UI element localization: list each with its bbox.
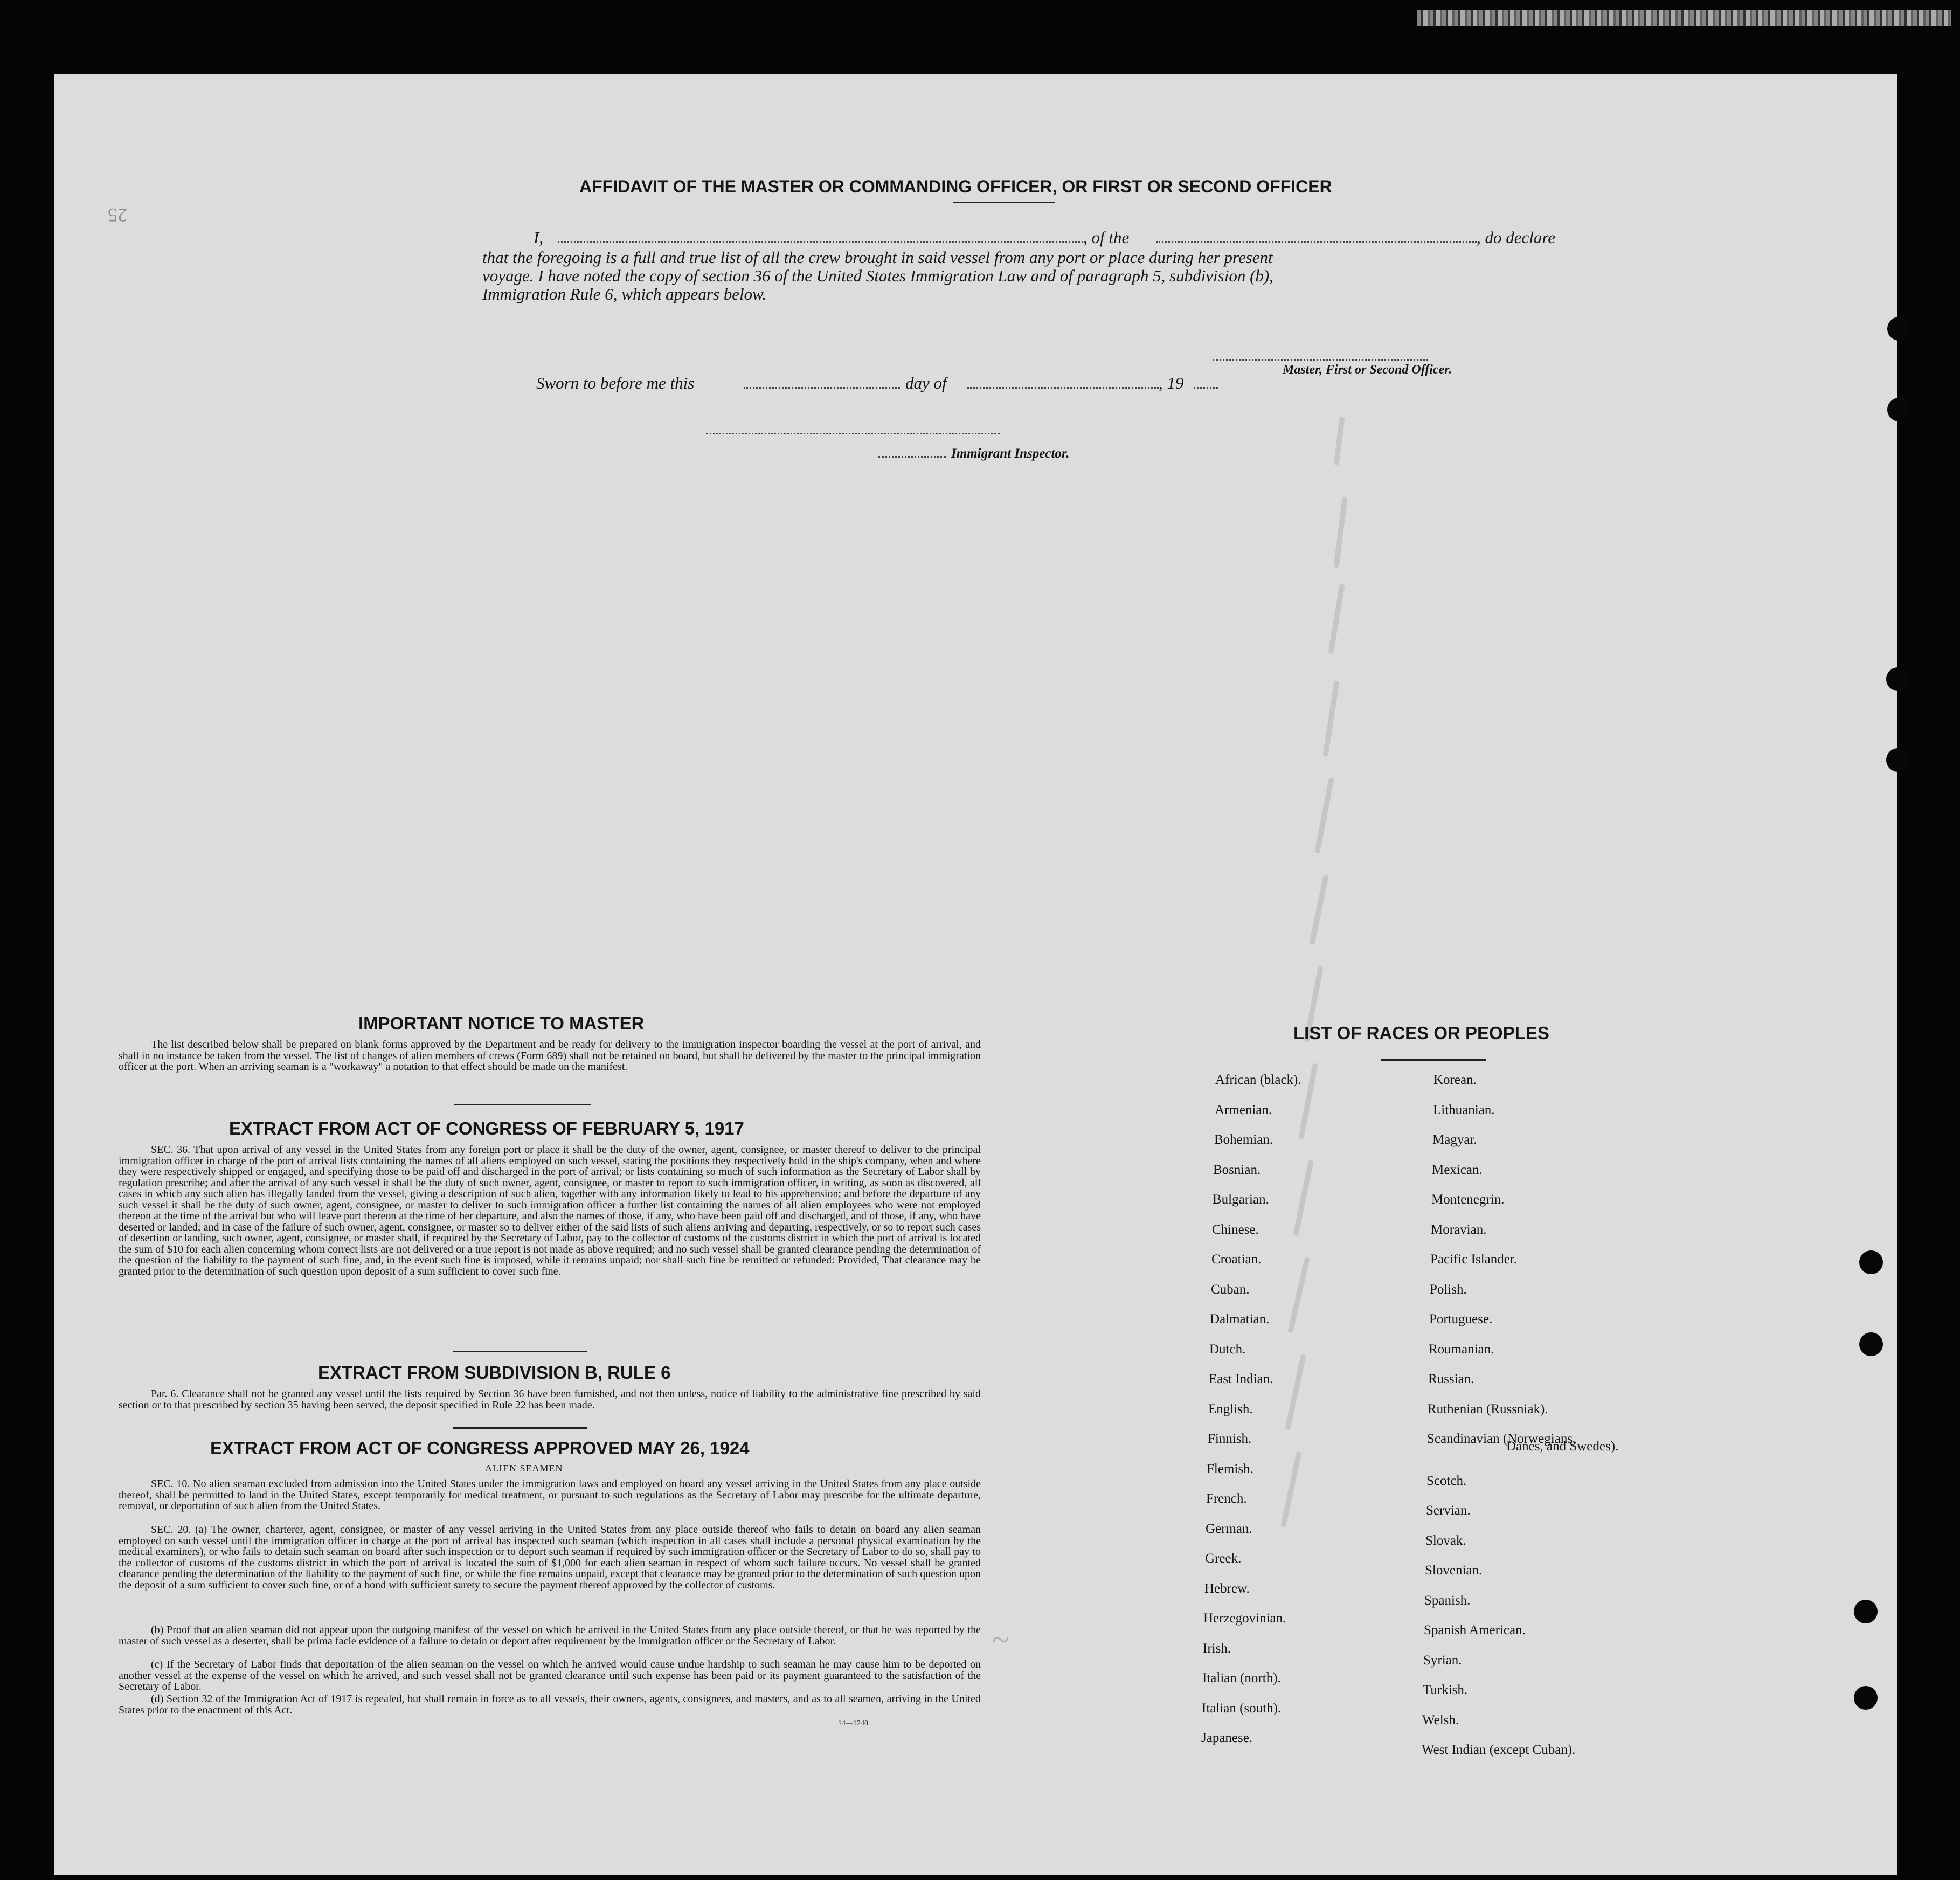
race-item: Korean. [1433,1073,1477,1087]
binder-hole [1859,1332,1883,1356]
sworn-day-blank [744,387,900,389]
race-item: Flemish. [1207,1462,1253,1476]
binder-hole [1854,1600,1878,1623]
affidavit-i-label: I, [534,228,544,247]
name-blank [558,241,1083,243]
inspector-caption: Immigrant Inspector. [951,446,1070,461]
affidavit-of-the: , of the [1083,228,1130,247]
master-signature-line [1213,359,1428,361]
margin-mark: 25 [108,204,127,226]
title-divider [953,202,1055,203]
race-item: French. [1206,1491,1247,1506]
binder-hole [1886,667,1910,691]
extract-1924-title: EXTRACT FROM ACT OF CONGRESS APPROVED MAY 26, 1924 [210,1438,750,1458]
race-item: Moravian. [1431,1222,1487,1237]
race-item: Bohemian. [1214,1132,1273,1147]
race-item: Welsh. [1422,1713,1459,1727]
year-blank [1194,387,1218,389]
race-item: German. [1206,1522,1252,1536]
extract-rule6-title: EXTRACT FROM SUBDIVISION B, RULE 6 [318,1363,671,1383]
year-label: , 19 [1159,374,1184,392]
form-number: 14—1240 [838,1719,868,1727]
race-item: Magyar. [1432,1132,1477,1147]
notice-divider [454,1104,591,1105]
inspector-dots [878,456,946,458]
race-item: East Indian. [1209,1372,1273,1386]
race-item: Irish. [1203,1641,1231,1656]
race-item: Spanish. [1424,1593,1471,1608]
affidavit-title: AFFIDAVIT OF THE MASTER OR COMMANDING OFFICER, OR FIRST OR SECOND OFFICER [579,177,1332,196]
race-item: Ruthenian (Russniak). [1428,1402,1548,1416]
extract-1917-divider [453,1351,587,1352]
race-item: Servian. [1426,1503,1471,1518]
race-item: Bulgarian. [1213,1192,1269,1207]
extract-rule6-divider [453,1427,587,1429]
binder-hole [1859,1250,1883,1274]
faint-handwriting: ~ [992,1622,1009,1657]
extract-1924-sec20d: (d) Section 32 of the Immigration Act of 1917 is repealed, but shall remain in force as to all vessels, their owners, agents, consignees, and masters, and as to all seamen, arriving in the United States prior to the enactment of this Act. [119,1693,981,1716]
affidavit-line-2: that the foregoing is a full and true list of all the crew brought in said vessel from any port or place during her present [482,248,1273,267]
race-item: Dalmatian. [1210,1312,1270,1326]
race-item: Roumanian. [1429,1342,1494,1357]
race-item: Mexican. [1432,1163,1483,1177]
race-item: Dutch. [1209,1342,1246,1357]
race-item: Chinese. [1212,1222,1259,1237]
race-item: Slovak. [1425,1533,1466,1548]
race-item: Greek. [1205,1551,1242,1566]
race-item-continuation: Danes, and Swedes). [1506,1439,1619,1454]
month-blank [967,387,1159,389]
affidavit-do-declare: , do declare [1477,228,1556,247]
vessel-blank [1156,241,1477,243]
day-of-label: day of [905,374,947,392]
race-item: Hebrew. [1204,1581,1250,1596]
race-item: Polish. [1430,1282,1467,1297]
race-item: African (black). [1215,1073,1301,1087]
race-item: Turkish. [1423,1683,1468,1697]
extract-1924-sec10: SEC. 10. No alien seaman excluded from admission into the United States under the immigration laws and employed on board any vessel arriving in the United States from any place outside thereof, shall be permitted to land in the United States, except temporarily for medical treatment, or pursuant to such regulations as the Secretary of Labor may prescribe for the ultimate departure, removal, or deportation of such alien from the United States. [119,1478,981,1512]
race-item: Finnish. [1208,1432,1252,1446]
inspector-signature-line [706,433,1000,434]
race-item: Lithuanian. [1433,1103,1495,1117]
race-item: Pacific Islander. [1430,1252,1518,1267]
races-title: LIST OF RACES OR PEOPLES [1293,1023,1549,1043]
scan-edge-strip [1417,10,1951,26]
extract-rule6-body: Par. 6. Clearance shall not be granted any vessel until the lists required by Section 36 have been furnished, and not then unless, notice of liability to the administrative fine prescribed by said section or to that prescribed by section 35 having been served, the deposit specified in Rule 22 has been made. [119,1388,981,1411]
master-signature-caption: Master, First or Second Officer. [1283,363,1452,377]
race-item: Croatian. [1211,1252,1262,1267]
extract-1924-subtitle: ALIEN SEAMEN [485,1463,563,1474]
race-item: Italian (north). [1202,1671,1281,1685]
race-item: English. [1208,1402,1253,1416]
extract-1924-sec20c: (c) If the Secretary of Labor finds that deportation of the alien seaman on the vessel on which he arrived would cause undue hardship to such seaman he may cause him to be deported on another vessel at the expense of the vessel on which he arrived, and such vessel shall not be granted clearance until such expense has been paid or its payment guaranteed to the satisfaction of the Secretary of Labor. [119,1658,981,1692]
binder-hole [1886,748,1910,772]
races-divider [1381,1059,1486,1061]
race-item: Syrian. [1423,1653,1462,1668]
race-item: Russian. [1428,1372,1474,1386]
race-item: Spanish American. [1424,1623,1526,1637]
race-item: Armenian. [1215,1103,1272,1117]
race-item: Herzegovinian. [1203,1611,1286,1626]
extract-1924-sec20a: SEC. 20. (a) The owner, charterer, agent, consignee, or master of any vessel arriving in the United States from any place outside thereof who fails to detain on board any alien seaman employed on such vessel until the immigration officer in charge at the port of arrival has inspected such seaman (which inspection in all cases shall include a personal physical examination by the medical examiners), or who fails to detain such seaman on board after such inspection or to deport such seaman if required by such immigration officer or the Secretary of Labor to do so, shall pay to the collector of customs of the customs district in which the port of arrival is located the sum of $1,000 for each alien seaman in respect of whom such failure occurs. No vessel shall be granted clearance pending the determination of the liability to the payment of such fine, or while the fine remains unpaid, except that clearance may be granted prior to the determination of such question upon the deposit of a sum sufficient to cover such fine, or of a bond with sufficient surety to secure the payment thereof approved by the collector of customs. [119,1524,981,1591]
race-item: Bosnian. [1213,1163,1261,1177]
notice-body: The list described below shall be prepared on blank forms approved by the Department and be ready for delivery to the immigration inspector boarding the vessel at the port of arrival, and shall in no instance be taken from the vessel. The list of changes of alien members of crews (Form 689) shall not be retained on board, but shall be delivered by the master to the principal immigration officer at the port. When an arriving seaman is a "workaway" a notation to that effect should be made on the manifest. [119,1039,981,1073]
extract-1917-title: EXTRACT FROM ACT OF CONGRESS OF FEBRUARY 5, 1917 [229,1118,744,1138]
race-item: Scandinavian (Norwegians, [1427,1432,1576,1446]
sworn-label: Sworn to before me this [536,374,695,392]
binder-hole [1887,317,1911,341]
notice-title: IMPORTANT NOTICE TO MASTER [358,1013,645,1033]
race-item: Scotch. [1426,1474,1467,1488]
race-item: Cuban. [1211,1282,1250,1297]
binder-hole [1854,1686,1878,1710]
race-item: West Indian (except Cuban). [1422,1743,1576,1757]
extract-1924-sec20b: (b) Proof that an alien seaman did not appear upon the outgoing manifest of the vessel on which he arrived in the United States from any place outside thereof, or that he was reported by the master of such vessel as a deserter, shall be prima facie evidence of a failure to detain or deport after requirement by the immigration officer or the Secretary of Labor. [119,1624,981,1647]
race-item: Italian (south). [1202,1701,1282,1716]
race-item: Portuguese. [1429,1312,1493,1326]
affidavit-line-4: Immigration Rule 6, which appears below. [482,285,767,303]
form-sheet [54,74,1897,1875]
affidavit-line-3: voyage. I have noted the copy of section 36 of the United States Immigration Law and of paragraph 5, subdivision (b), [482,266,1273,285]
race-item: Montenegrin. [1431,1192,1505,1207]
race-item: Slovenian. [1425,1563,1483,1578]
race-item: Japanese. [1201,1731,1253,1745]
extract-1917-body: SEC. 36. That upon arrival of any vessel in the United States from any foreign port or place it shall be the duty of the owner, agent, consignee, or master thereof to deliver to the principal immigration officer in charge of the port of arrival lists containing the names of all aliens employed on such vessel, stating the positions they respectively hold in the ship's company, when and where they were respectively shipped or engaged, and specifying those to be paid off and discharged in the port of arrival; or lists containing so much of such information as the Secretary of Labor shall by regulation prescribe; and after the arrival of any such vessel it shall be the duty of such owner, agent, consignee, or master to report to such immigration officer, in writing, as soon as discovered, all cases in which any such alien has illegally landed from the vessel, giving a description of such alien, together with any information likely to lead to his apprehension; and before the departure of any such vessel it shall be the duty of such owner, agent, consignee, or master to deliver to such immigration officer a further list containing the names of all alien employees who were not employed thereon at the time of the arrival but who will leave port thereon at the time of her departure, and also the names of those, if any, who have been paid off and discharged, and of those, if any, who have deserted or landed; and in case of the failure of such owner, agent, consignee, or master so to deliver either of the said lists of such aliens arriving and departing, respectively, or so to report such cases of desertion or landing, such owner, agent, consignee, or master shall, if required by the Secretary of Labor, pay to the collector of customs of the customs district in which the port of arrival is located the sum of $10 for each alien concerning whom correct lists are not delivered or a true report is not made as above required; and no such vessel shall be granted clearance pending the determination of the question of the liability to the payment of such fine, and, in the event such fine is imposed, while it remains unpaid; nor shall such fine be remitted or refunded: Provided, That clearance may be granted prior to the determination of such question upon deposit of a sum sufficient to cover such fine. [119,1144,981,1277]
binder-hole [1887,398,1911,421]
